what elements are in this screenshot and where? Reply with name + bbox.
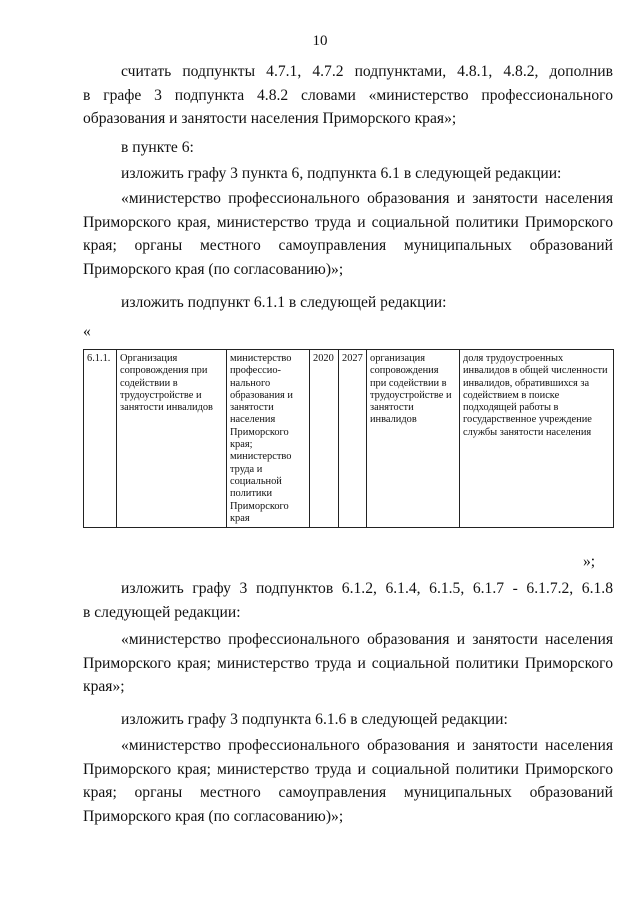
text-line: изложить подпункт 6.1.1 в следующей редакции: bbox=[121, 294, 447, 311]
paragraph-edit-6-1-6 bbox=[83, 708, 613, 732]
measure-table bbox=[83, 349, 614, 528]
text-line: Приморского края (по согласованию)»; bbox=[83, 807, 344, 825]
text-line: Приморского края, министерство труда и социальной политики Приморского bbox=[83, 213, 613, 231]
text-line: изложить графу 3 пункта 6, подпункта 6.1 в следующей редакции: bbox=[121, 165, 562, 182]
text-line: края; органы местного самоуправления муниципальных образований bbox=[83, 237, 613, 254]
text-line: края»; bbox=[83, 678, 125, 695]
text-line: в графе 3 подпункта 4.8.2 словами «министерство профессионального bbox=[83, 86, 613, 104]
paragraph-point-6 bbox=[83, 136, 613, 160]
cell-start-year: 2020 bbox=[310, 350, 339, 528]
text-line: в следующей редакции: bbox=[83, 603, 241, 621]
text-line: «министерство профессионального образования и занятости населения bbox=[121, 631, 613, 648]
text-line: изложить графу 3 подпункта 6.1.6 в следующей редакции: bbox=[121, 711, 508, 728]
text-line: образования и занятости населения Приморского края»; bbox=[83, 110, 457, 127]
paragraph-quote-6-1-2 bbox=[83, 628, 613, 699]
text-line: «министерство профессионального образования и занятости населения bbox=[121, 190, 613, 207]
paragraph-quote-6-1 bbox=[83, 187, 613, 281]
cell-indicator: доля трудоустроенных инвалидов в общей численности инвалидов, обратившихся за содействием в поиске подходящей работы в государственное учреждение службы занятости населения bbox=[460, 350, 614, 528]
text-line: края; органы местного самоуправления муниципальных образований bbox=[83, 784, 613, 801]
cell-number: 6.1.1. bbox=[84, 350, 117, 528]
text-line: считать подпункты 4.7.1, 4.7.2 подпунктами, 4.8.1, 4.8.2, дополнив bbox=[121, 63, 613, 80]
paragraph-edit-6-1-2 bbox=[83, 577, 613, 624]
paragraph-amend-4-7 bbox=[83, 60, 613, 131]
text-line: в пункте 6: bbox=[121, 139, 194, 156]
cell-measure-name: Организация сопровождения при содействии в трудоустройстве и занятости инвалидов bbox=[117, 350, 227, 528]
table-row bbox=[84, 350, 614, 528]
cell-result: организация сопровождения при содействии в трудоустройстве и занятости инвалидов bbox=[367, 350, 460, 528]
closing-quote: »; bbox=[583, 553, 596, 570]
text-line: Приморского края (по согласованию)»; bbox=[83, 260, 344, 278]
cell-end-year: 2027 bbox=[339, 350, 367, 528]
cell-executor: министерство профессио-нального образования и занятости населения Приморского края; министерство труда и социальной политики Приморского края bbox=[227, 350, 310, 528]
paragraph-quote-6-1-6 bbox=[83, 734, 613, 828]
text-line: изложить графу 3 подпунктов 6.1.2, 6.1.4, 6.1.5, 6.1.7 - 6.1.7.2, 6.1.8 bbox=[121, 580, 613, 597]
text-line: Приморского края; министерство труда и социальной политики Приморского bbox=[83, 760, 613, 778]
page-number: 10 bbox=[312, 33, 328, 49]
text-line: Приморского края; министерство труда и социальной политики Приморского bbox=[83, 654, 613, 672]
paragraph-edit-6-1 bbox=[83, 162, 613, 186]
opening-quote: « bbox=[83, 323, 91, 340]
paragraph-edit-6-1-1 bbox=[83, 291, 613, 315]
text-line: «министерство профессионального образования и занятости населения bbox=[121, 737, 613, 754]
